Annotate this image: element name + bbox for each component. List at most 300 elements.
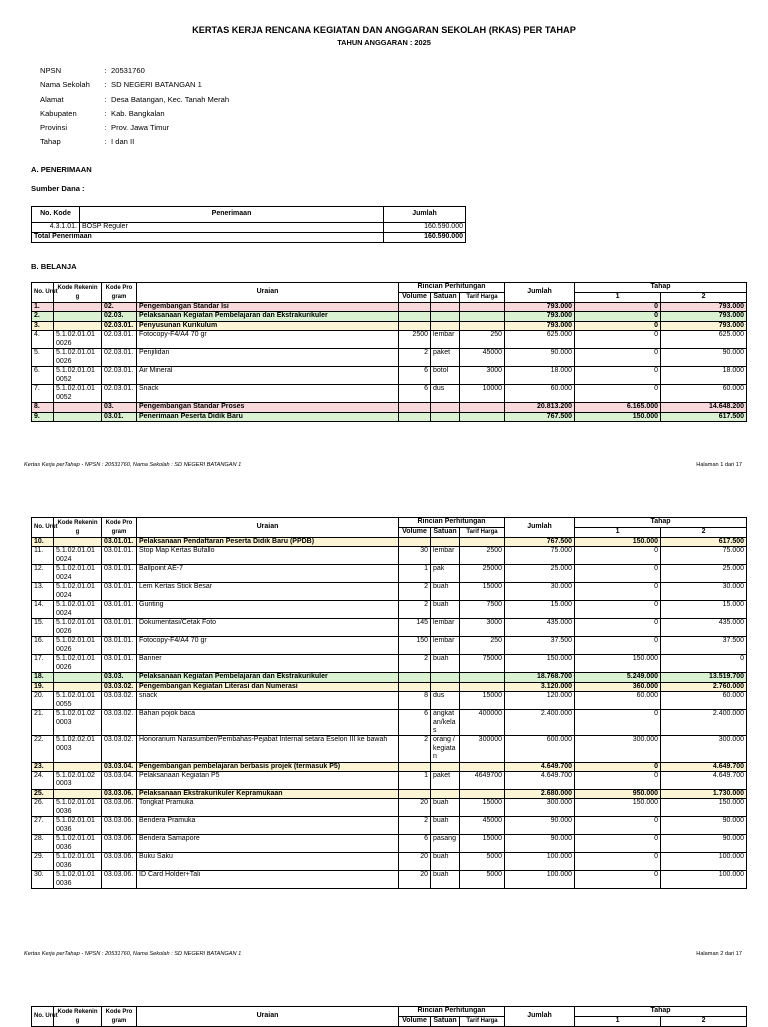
cell-kode-rekening — [54, 312, 102, 321]
cell-jumlah: 18.000 — [505, 367, 575, 385]
cell-tarif: 5000 — [460, 853, 505, 871]
cell-kode-rekening: 5.1.02.01.01 0026 — [54, 637, 102, 655]
cell-no: 29. — [32, 853, 54, 871]
info-colon: : — [104, 108, 107, 118]
penerimaan-table — [31, 206, 466, 243]
cell-volume: 2 — [399, 817, 431, 835]
info-row — [40, 135, 229, 149]
cell-uraian: Air Mineral — [137, 367, 399, 385]
cell-kode-rekening — [54, 412, 102, 421]
cell-no: 12. — [32, 565, 54, 583]
header-satuan: Satuan — [431, 1017, 460, 1027]
cell-uraian: ID Card Holder+Tali — [137, 871, 399, 889]
cell-volume — [399, 321, 431, 330]
cell-jumlah: 37.500 — [505, 637, 575, 655]
table-row — [32, 331, 747, 349]
cell-tarif — [460, 538, 505, 547]
cell-tahap-1: 0 — [575, 385, 661, 403]
cell-tahap-2: 1.730.000 — [661, 790, 747, 799]
table-row-group-pink — [32, 403, 747, 412]
cell-uraian: Fotocopy-F4/A4 70 gr — [137, 637, 399, 655]
cell-no: 14. — [32, 601, 54, 619]
header-tahap-1: 1 — [575, 528, 661, 538]
cell-uraian: Tongkat Pramuka — [137, 799, 399, 817]
table-row — [32, 547, 747, 565]
cell-tarif: 7500 — [460, 601, 505, 619]
header-no-urut: No. Urut — [32, 283, 54, 303]
cell-kode-program: 03.03.02. — [102, 710, 137, 736]
cell-volume: 1 — [399, 772, 431, 790]
cell-volume: 1 — [399, 565, 431, 583]
cell-volume — [399, 412, 431, 421]
cell-kode-rekening: 5.1.02.01.01 0036 — [54, 853, 102, 871]
header-tahap-2: 2 — [661, 1017, 747, 1027]
sumber-dana-label: Sumber Dana : — [31, 184, 85, 193]
cell-jumlah: 4.649.700 — [505, 772, 575, 790]
cell-tarif: 300000 — [460, 736, 505, 762]
cell-no: 6. — [32, 367, 54, 385]
cell-tarif: 400000 — [460, 710, 505, 736]
cell-kode-rekening — [54, 673, 102, 682]
cell-kode-rekening: 5.1.02.01.01 0052 — [54, 385, 102, 403]
cell-kode-program: 03.01.01. — [102, 538, 137, 547]
cell-volume — [399, 762, 431, 771]
cell-tarif: 250 — [460, 637, 505, 655]
table-row-group-green — [32, 412, 747, 421]
cell-kode-program: 03.03. — [102, 673, 137, 682]
cell-satuan — [431, 312, 460, 321]
cell-no: 20. — [32, 692, 54, 710]
cell-jumlah: 20.813.200 — [505, 403, 575, 412]
cell-satuan: lembar — [431, 637, 460, 655]
header-jumlah: Jumlah — [505, 283, 575, 303]
cell-volume: 2 — [399, 349, 431, 367]
info-value: SD NEGERI BATANGAN 1 — [111, 80, 202, 90]
cell-jumlah: 793.000 — [505, 312, 575, 321]
cell-satuan — [431, 762, 460, 771]
cell-uraian: Stop Map Kertas Bufallo — [137, 547, 399, 565]
cell-kode-program: 03.03.06. — [102, 790, 137, 799]
header-tarif: Tarif Harga — [460, 293, 505, 303]
header-kode-rekening: Kode Rekening — [54, 283, 102, 303]
cell-tahap-1: 60.000 — [575, 692, 661, 710]
cell-jumlah: 75.000 — [505, 547, 575, 565]
cell-volume — [399, 790, 431, 799]
cell-uraian: Ballpoint AE-7 — [137, 565, 399, 583]
info-row — [40, 78, 229, 92]
cell-no: 26. — [32, 799, 54, 817]
header-tahap: Tahap — [575, 283, 747, 293]
cell-volume — [399, 682, 431, 691]
cell-kode-program: 02.03.01. — [102, 385, 137, 403]
info-key: Kabupaten — [40, 108, 77, 118]
table-row-group-yellow — [32, 321, 747, 330]
cell-jumlah: 600.000 — [505, 736, 575, 762]
cell-tahap-2: 617.500 — [661, 538, 747, 547]
table-row — [32, 692, 747, 710]
cell-satuan — [431, 538, 460, 547]
cell-tahap-2: 300.000 — [661, 736, 747, 762]
cell-tahap-1: 0 — [575, 619, 661, 637]
cell-jumlah: 767.500 — [505, 412, 575, 421]
cell-tahap-2: 435.000 — [661, 619, 747, 637]
cell-tarif: 3000 — [460, 367, 505, 385]
cell-jumlah: 100.000 — [505, 853, 575, 871]
cell-tahap-2: 90.000 — [661, 817, 747, 835]
header-satuan: Satuan — [431, 528, 460, 538]
cell-tarif — [460, 412, 505, 421]
cell-jumlah: 18.768.700 — [505, 673, 575, 682]
cell-tarif: 15000 — [460, 692, 505, 710]
header-kode-program: Kode Program — [102, 518, 137, 538]
cell-tarif — [460, 321, 505, 330]
cell-no: 18. — [32, 673, 54, 682]
footer-left-page2: Kertas Kerja perTahap - NPSN : 20531760, Nama Sekolah : SD NEGERI BATANGAN 1 — [24, 951, 242, 957]
cell-uraian: Penyusunan Kurikulum — [137, 321, 399, 330]
cell-uraian: Pelaksanaan Pendaftaran Peserta Didik Baru (PPDB) — [137, 538, 399, 547]
cell-volume: 145 — [399, 619, 431, 637]
cell-satuan: buah — [431, 601, 460, 619]
cell-no: 9. — [32, 412, 54, 421]
table-row-group-yellow — [32, 682, 747, 691]
cell-kode-program: 03.03.02. — [102, 736, 137, 762]
cell-tarif: 75000 — [460, 655, 505, 673]
cell-uraian: Lem Kertas Stick Besar — [137, 583, 399, 601]
cell-satuan: pak — [431, 565, 460, 583]
info-row — [40, 64, 229, 78]
belanja-table-page3-header — [31, 1006, 747, 1027]
info-colon: : — [104, 80, 107, 90]
table-row — [32, 367, 747, 385]
cell-volume — [399, 673, 431, 682]
cell-no: 27. — [32, 817, 54, 835]
cell-volume: 20 — [399, 799, 431, 817]
cell-uraian: Honorarium Narasumber/Pembahas-Pejabat Internal setara Eselon III ke bawah — [137, 736, 399, 762]
cell-satuan: orang / kegiata n — [431, 736, 460, 762]
cell-tarif — [460, 303, 505, 312]
cell-jumlah: 2.680.000 — [505, 790, 575, 799]
footer-left-page1: Kertas Kerja perTahap - NPSN : 20531760, Nama Sekolah : SD NEGERI BATANGAN 1 — [24, 462, 242, 468]
cell-volume: 6 — [399, 835, 431, 853]
cell-jumlah: 3.120.000 — [505, 682, 575, 691]
header-jumlah: Jumlah — [505, 518, 575, 538]
header-rincian: Rincian Perhitungan — [399, 283, 505, 293]
cell-kode-program: 03.01.01. — [102, 583, 137, 601]
cell-no: 3. — [32, 321, 54, 330]
info-row — [40, 107, 229, 121]
cell-volume — [399, 538, 431, 547]
cell-uraian: Bendera Pramuka — [137, 817, 399, 835]
cell-kode-rekening — [54, 303, 102, 312]
cell-tahap-2: 100.000 — [661, 871, 747, 889]
cell-uraian: snack — [137, 692, 399, 710]
cell-uraian: Pengembangan Standar Proses — [137, 403, 399, 412]
cell-uraian: Pengembangan pembelajaran berbasis projek (termasuk P5) — [137, 762, 399, 771]
cell-tarif: 2500 — [460, 547, 505, 565]
cell-no: 30. — [32, 871, 54, 889]
cell-no: 25. — [32, 790, 54, 799]
cell-tahap-1: 0 — [575, 835, 661, 853]
cell-kode-rekening: 5.1.02.01.01 0024 — [54, 565, 102, 583]
info-key: NPSN — [40, 66, 62, 75]
cell-tahap-1: 0 — [575, 853, 661, 871]
header-uraian: Uraian — [137, 1007, 399, 1027]
cell-satuan: buah — [431, 817, 460, 835]
cell-jumlah: 300.000 — [505, 799, 575, 817]
cell-kode-rekening — [54, 321, 102, 330]
cell-volume: 20 — [399, 871, 431, 889]
cell-no: 10. — [32, 538, 54, 547]
cell-jumlah: 767.500 — [505, 538, 575, 547]
cell-volume: 20 — [399, 853, 431, 871]
cell-volume: 2 — [399, 655, 431, 673]
cell-jumlah: 90.000 — [505, 349, 575, 367]
cell-jumlah: 625.000 — [505, 331, 575, 349]
school-info — [40, 64, 229, 150]
cell-tahap-1: 0 — [575, 547, 661, 565]
cell-kode-rekening: 5.1.02.01.01 0026 — [54, 655, 102, 673]
cell-kode-program: 03.03.06. — [102, 853, 137, 871]
cell-kode-program: 02.03.01. — [102, 321, 137, 330]
cell-tarif: 25000 — [460, 565, 505, 583]
cell-kode-program: 03. — [102, 403, 137, 412]
cell-tarif: 4649700 — [460, 772, 505, 790]
cell-tahap-2: 2.760.000 — [661, 682, 747, 691]
cell-kode-rekening — [54, 762, 102, 771]
cell-kode-program: 03.03.04. — [102, 772, 137, 790]
cell-kode-program: 03.03.06. — [102, 799, 137, 817]
cell-satuan: angkat an/kela s — [431, 710, 460, 736]
cell-jumlah: 15.000 — [505, 601, 575, 619]
header-uraian: Uraian — [137, 283, 399, 303]
cell-no: 17. — [32, 655, 54, 673]
cell-uraian: Bendera Samapore — [137, 835, 399, 853]
cell-satuan — [431, 403, 460, 412]
cell-tahap-1: 0 — [575, 601, 661, 619]
cell-tarif — [460, 682, 505, 691]
info-value: 20531760 — [111, 66, 145, 75]
cell-tahap-2: 30.000 — [661, 583, 747, 601]
cell-no: 15. — [32, 619, 54, 637]
cell-volume: 2 — [399, 601, 431, 619]
cell-satuan — [431, 303, 460, 312]
header-jumlah: Jumlah — [505, 1007, 575, 1027]
info-colon: : — [104, 66, 107, 75]
cell-tarif — [460, 673, 505, 682]
header-tahap-2: 2 — [661, 528, 747, 538]
cell-kode-program: 03.01.01. — [102, 601, 137, 619]
cell-jumlah: 150.000 — [505, 655, 575, 673]
cell-no: 13. — [32, 583, 54, 601]
table-row — [32, 601, 747, 619]
cell-no: 23. — [32, 762, 54, 771]
cell-tahap-2: 18.000 — [661, 367, 747, 385]
table-row — [32, 835, 747, 853]
cell-satuan — [431, 673, 460, 682]
table-row — [32, 853, 747, 871]
cell-volume: 2 — [399, 736, 431, 762]
cell-no: 4. — [32, 331, 54, 349]
table-row — [32, 565, 747, 583]
footer-page-number-1: Halaman 1 dari 17 — [696, 462, 742, 468]
cell-jumlah: 2.400.000 — [505, 710, 575, 736]
cell-no: 8. — [32, 403, 54, 412]
cell-kode-program: 02.03. — [102, 312, 137, 321]
cell-kode-rekening — [54, 790, 102, 799]
cell-uraian: Banner — [137, 655, 399, 673]
info-colon: : — [104, 94, 107, 104]
cell-tahap-1: 5.249.000 — [575, 673, 661, 682]
cell-kode-program: 03.01.01. — [102, 619, 137, 637]
table-row — [32, 619, 747, 637]
cell-tahap-1: 150.000 — [575, 412, 661, 421]
cell-tahap-2: 90.000 — [661, 349, 747, 367]
penerimaan-kode: 4.3.1.01. — [32, 223, 80, 233]
cell-uraian: Pelaksanaan Ekstrakurikuler Kepramukaan — [137, 790, 399, 799]
cell-tahap-1: 0 — [575, 367, 661, 385]
cell-uraian: Penerimaan Peserta Didik Baru — [137, 412, 399, 421]
info-key: Provinsi — [40, 123, 68, 133]
footer-page-number-2: Halaman 2 dari 17 — [696, 951, 742, 957]
cell-tahap-2: 4.649.700 — [661, 772, 747, 790]
cell-satuan: paket — [431, 772, 460, 790]
cell-tahap-2: 0 — [661, 655, 747, 673]
cell-tarif: 5000 — [460, 871, 505, 889]
cell-kode-rekening: 5.1.02.01.01 0024 — [54, 583, 102, 601]
cell-satuan: buah — [431, 583, 460, 601]
cell-jumlah: 90.000 — [505, 817, 575, 835]
table-row — [32, 349, 747, 367]
cell-volume: 6 — [399, 367, 431, 385]
cell-no: 19. — [32, 682, 54, 691]
table-row-group-yellow — [32, 538, 747, 547]
header-kode-program: Kode Program — [102, 1007, 137, 1027]
cell-jumlah: 30.000 — [505, 583, 575, 601]
cell-no: 11. — [32, 547, 54, 565]
cell-kode-rekening: 5.1.02.01.01 0026 — [54, 331, 102, 349]
header-tahap-1: 1 — [575, 293, 661, 303]
cell-tahap-2: 37.500 — [661, 637, 747, 655]
cell-tarif: 15000 — [460, 583, 505, 601]
header-kode-program: Kode Program — [102, 283, 137, 303]
cell-kode-program: 02. — [102, 303, 137, 312]
cell-tahap-1: 150.000 — [575, 655, 661, 673]
cell-tahap-1: 0 — [575, 312, 661, 321]
cell-kode-program: 03.01.01. — [102, 565, 137, 583]
cell-tahap-2: 14.648.200 — [661, 403, 747, 412]
cell-kode-program: 03.03.06. — [102, 817, 137, 835]
cell-kode-rekening: 5.1.02.01.01 0024 — [54, 601, 102, 619]
cell-tahap-2: 793.000 — [661, 321, 747, 330]
header-uraian: Uraian — [137, 518, 399, 538]
header-no-urut: No. Urut — [32, 1007, 54, 1027]
table-row — [32, 871, 747, 889]
table-row — [32, 655, 747, 673]
info-key: Nama Sekolah — [40, 80, 90, 90]
cell-tahap-1: 0 — [575, 710, 661, 736]
belanja-table-page2 — [31, 517, 747, 889]
cell-tahap-1: 0 — [575, 583, 661, 601]
cell-uraian: Snack — [137, 385, 399, 403]
table-row — [32, 817, 747, 835]
cell-tahap-1: 150.000 — [575, 799, 661, 817]
cell-jumlah: 90.000 — [505, 835, 575, 853]
table-row-group-green — [32, 312, 747, 321]
cell-tahap-2: 150.000 — [661, 799, 747, 817]
table-row-group-green — [32, 673, 747, 682]
cell-tarif — [460, 403, 505, 412]
cell-tahap-1: 0 — [575, 321, 661, 330]
cell-jumlah: 793.000 — [505, 321, 575, 330]
cell-kode-rekening: 5.1.02.01.02 0003 — [54, 772, 102, 790]
cell-satuan: pasang — [431, 835, 460, 853]
cell-tarif: 3000 — [460, 619, 505, 637]
cell-tahap-2: 13.519.700 — [661, 673, 747, 682]
table-row — [32, 385, 747, 403]
cell-kode-rekening — [54, 403, 102, 412]
belanja-table-page1 — [31, 282, 747, 422]
cell-uraian: Fotocopy-F4/A4 70 gr — [137, 331, 399, 349]
info-row — [40, 121, 229, 135]
info-row — [40, 93, 229, 107]
penerimaan-nama: BOSP Reguler — [80, 223, 384, 233]
cell-tahap-2: 793.000 — [661, 303, 747, 312]
document-title: KERTAS KERJA RENCANA KEGIATAN DAN ANGGARAN SEKOLAH (RKAS) PER TAHAP — [192, 25, 576, 35]
cell-no: 21. — [32, 710, 54, 736]
header-jumlah: Jumlah — [384, 207, 466, 223]
cell-tarif — [460, 312, 505, 321]
cell-tahap-2: 2.400.000 — [661, 710, 747, 736]
cell-tahap-2: 793.000 — [661, 312, 747, 321]
cell-satuan: paket — [431, 349, 460, 367]
cell-tahap-2: 25.000 — [661, 565, 747, 583]
info-colon: : — [104, 123, 107, 133]
cell-volume — [399, 312, 431, 321]
cell-tahap-2: 625.000 — [661, 331, 747, 349]
table-row-group-yellow — [32, 762, 747, 771]
info-value: Desa Batangan, Kec. Tanah Merah — [111, 94, 230, 104]
cell-kode-rekening — [54, 682, 102, 691]
section-belanja-title: B. BELANJA — [31, 262, 77, 271]
cell-tahap-1: 300.000 — [575, 736, 661, 762]
cell-kode-program: 03.01. — [102, 412, 137, 421]
cell-tahap-1: 0 — [575, 349, 661, 367]
table-row — [32, 736, 747, 762]
cell-volume: 6 — [399, 710, 431, 736]
cell-satuan: buah — [431, 655, 460, 673]
cell-tahap-1: 0 — [575, 871, 661, 889]
header-volume: Volume — [399, 528, 431, 538]
header-tahap-2: 2 — [661, 293, 747, 303]
cell-kode-program: 03.03.02. — [102, 692, 137, 710]
cell-satuan: dus — [431, 692, 460, 710]
cell-uraian: Gunting — [137, 601, 399, 619]
cell-kode-rekening: 5.1.02.01.01 0036 — [54, 835, 102, 853]
header-rincian: Rincian Perhitungan — [399, 518, 505, 528]
cell-uraian: Pelaksanaan Kegiatan Pembelajaran dan Ekstrakurikuler — [137, 673, 399, 682]
table-row-group-pink — [32, 303, 747, 312]
cell-no: 7. — [32, 385, 54, 403]
cell-kode-rekening: 5.1.02.01.01 0026 — [54, 349, 102, 367]
cell-satuan: lembar — [431, 331, 460, 349]
cell-no: 22. — [32, 736, 54, 762]
table-row-group-yellow — [32, 790, 747, 799]
cell-no: 2. — [32, 312, 54, 321]
cell-satuan: botol — [431, 367, 460, 385]
penerimaan-jumlah: 160.590.000 — [384, 223, 466, 233]
table-row — [32, 710, 747, 736]
header-kode-rekening: Kode Rekening — [54, 518, 102, 538]
